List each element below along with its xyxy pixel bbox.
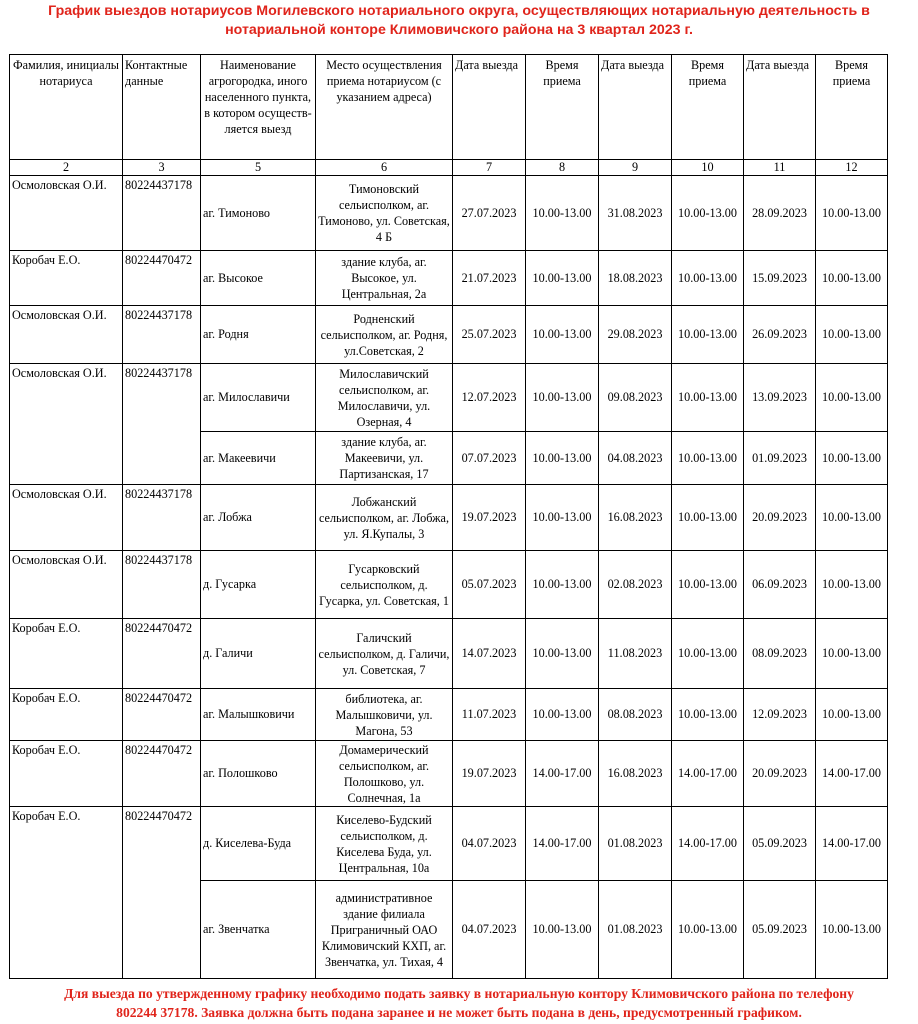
document-title [0, 2, 918, 40]
visit-date-september: 20.09.2023 [744, 741, 816, 807]
village-name: д. Гусарка [201, 551, 316, 619]
visit-date-september: 20.09.2023 [744, 485, 816, 551]
visit-date-july: 19.07.2023 [453, 485, 526, 551]
reception-time: 10.00-13.00 [816, 689, 888, 741]
table-row [10, 485, 888, 551]
visit-date-august: 11.08.2023 [599, 619, 672, 689]
reception-time: 10.00-13.00 [526, 619, 599, 689]
header-time-8: Время приема [526, 55, 599, 160]
reception-time: 10.00-13.00 [816, 432, 888, 485]
reception-place: Гусарковский сельисполком, д. Гусарка, ул. Советская, 1 [316, 551, 453, 619]
visit-date-july: 25.07.2023 [453, 306, 526, 364]
visit-date-august: 02.08.2023 [599, 551, 672, 619]
reception-time: 14.00-17.00 [672, 807, 744, 881]
reception-time: 14.00-17.00 [672, 741, 744, 807]
notary-name: Коробач Е.О. [10, 619, 123, 689]
reception-place: здание клуба, аг. Макеевичи, ул. Партизанская, 17 [316, 432, 453, 485]
reception-time: 10.00-13.00 [816, 619, 888, 689]
reception-place: Тимоновский сельисполком, аг. Тимоново, ул. Советская, 4 Б [316, 176, 453, 251]
contact-phone: 80224437178 [123, 176, 201, 251]
table-row [10, 619, 888, 689]
reception-place: Галичский сельисполком, д. Галичи, ул. Советская, 7 [316, 619, 453, 689]
visit-date-august: 08.08.2023 [599, 689, 672, 741]
reception-place: Киселево-Будский сельисполком, д. Киселева Буда, ул. Центральная, 10а [316, 807, 453, 881]
visit-date-august: 09.08.2023 [599, 364, 672, 432]
table-row [10, 251, 888, 306]
visit-date-august: 16.08.2023 [599, 741, 672, 807]
visit-date-july: 07.07.2023 [453, 432, 526, 485]
contact-phone: 80224437178 [123, 364, 201, 485]
notary-name: Осмоловская О.И. [10, 551, 123, 619]
visit-date-august: 29.08.2023 [599, 306, 672, 364]
table-row [10, 807, 888, 881]
visit-date-september: 13.09.2023 [744, 364, 816, 432]
notary-name: Коробач Е.О. [10, 741, 123, 807]
reception-time: 10.00-13.00 [526, 881, 599, 979]
notary-name: Осмоловская О.И. [10, 485, 123, 551]
reception-time: 10.00-13.00 [672, 551, 744, 619]
reception-time: 10.00-13.00 [672, 689, 744, 741]
village-name: аг. Малышковичи [201, 689, 316, 741]
visit-date-september: 05.09.2023 [744, 881, 816, 979]
visit-date-july: 11.07.2023 [453, 689, 526, 741]
reception-time: 10.00-13.00 [672, 485, 744, 551]
visit-date-august: 04.08.2023 [599, 432, 672, 485]
column-number: 3 [123, 160, 201, 176]
column-number-row [10, 160, 888, 176]
visit-date-september: 26.09.2023 [744, 306, 816, 364]
reception-place: библиотека, аг. Малышковичи, ул. Магона, 53 [316, 689, 453, 741]
header-time-12: Время приема [816, 55, 888, 160]
reception-time: 10.00-13.00 [816, 551, 888, 619]
column-number: 12 [816, 160, 888, 176]
visit-date-july: 21.07.2023 [453, 251, 526, 306]
village-name: аг. Звенчатка [201, 881, 316, 979]
visit-date-september: 05.09.2023 [744, 807, 816, 881]
reception-time: 10.00-13.00 [816, 881, 888, 979]
contact-phone: 80224437178 [123, 485, 201, 551]
visit-date-september: 06.09.2023 [744, 551, 816, 619]
reception-time: 10.00-13.00 [816, 485, 888, 551]
header-contact: Контактные данные [123, 55, 201, 160]
header-date-7: Дата выезда [453, 55, 526, 160]
visit-date-july: 04.07.2023 [453, 807, 526, 881]
visit-date-september: 15.09.2023 [744, 251, 816, 306]
reception-time: 10.00-13.00 [672, 432, 744, 485]
header-place: Место осуществления приема нотариусом (с указанием адреса) [316, 55, 453, 160]
village-name: аг. Милославичи [201, 364, 316, 432]
reception-time: 10.00-13.00 [816, 176, 888, 251]
village-name: аг. Высокое [201, 251, 316, 306]
reception-time: 10.00-13.00 [816, 364, 888, 432]
contact-phone: 80224470472 [123, 807, 201, 979]
column-number: 7 [453, 160, 526, 176]
visit-date-august: 01.08.2023 [599, 881, 672, 979]
reception-time: 10.00-13.00 [526, 176, 599, 251]
footer-note [0, 984, 918, 1022]
reception-time: 10.00-13.00 [526, 551, 599, 619]
column-number: 8 [526, 160, 599, 176]
visit-date-august: 01.08.2023 [599, 807, 672, 881]
column-number: 2 [10, 160, 123, 176]
table-row [10, 176, 888, 251]
contact-phone: 80224470472 [123, 619, 201, 689]
reception-place: Милославичский сельисполком, аг. Милославичи, ул. Озерная, 4 [316, 364, 453, 432]
reception-time: 10.00-13.00 [526, 251, 599, 306]
reception-time: 10.00-13.00 [672, 306, 744, 364]
contact-phone: 80224437178 [123, 306, 201, 364]
village-name: аг. Лобжа [201, 485, 316, 551]
reception-place: административное здание филиала Приграничный ОАО Климовичский КХП, аг. Звенчатка, ул. Тихая, 4 [316, 881, 453, 979]
visit-date-july: 12.07.2023 [453, 364, 526, 432]
visit-date-august: 18.08.2023 [599, 251, 672, 306]
reception-time: 14.00-17.00 [526, 741, 599, 807]
notary-name: Коробач Е.О. [10, 807, 123, 979]
column-number: 11 [744, 160, 816, 176]
visit-date-july: 19.07.2023 [453, 741, 526, 807]
visit-date-july: 05.07.2023 [453, 551, 526, 619]
village-name: аг. Макеевичи [201, 432, 316, 485]
reception-time: 10.00-13.00 [672, 251, 744, 306]
village-name: д. Киселева-Буда [201, 807, 316, 881]
reception-place: Лобжанский сельисполком, аг. Лобжа, ул. Я.Купалы, 3 [316, 485, 453, 551]
village-name: д. Галичи [201, 619, 316, 689]
header-date-11: Дата выезда [744, 55, 816, 160]
village-name: аг. Тимоново [201, 176, 316, 251]
footer-line-2: 802244 37178. Заявка должна быть подана заранее и не может быть подана в день, предусмотренный графиком. [116, 1005, 802, 1020]
schedule-table [9, 54, 888, 979]
column-number: 6 [316, 160, 453, 176]
reception-place: Домамерический сельисполком, аг. Полошково, ул. Солнечная, 1а [316, 741, 453, 807]
reception-time: 10.00-13.00 [526, 432, 599, 485]
reception-time: 10.00-13.00 [672, 176, 744, 251]
contact-phone: 80224470472 [123, 741, 201, 807]
visit-date-september: 28.09.2023 [744, 176, 816, 251]
visit-date-september: 08.09.2023 [744, 619, 816, 689]
footer-line-1: Для выезда по утвержденному графику необходимо подать заявку в нотариальную контору Климовичского района по телефону [64, 986, 854, 1001]
column-number: 9 [599, 160, 672, 176]
reception-time: 10.00-13.00 [526, 364, 599, 432]
table-row [10, 689, 888, 741]
reception-time: 14.00-17.00 [816, 741, 888, 807]
reception-time: 10.00-13.00 [526, 306, 599, 364]
reception-time: 10.00-13.00 [816, 251, 888, 306]
contact-phone: 80224437178 [123, 551, 201, 619]
reception-time: 10.00-13.00 [816, 306, 888, 364]
notary-name: Осмоловская О.И. [10, 176, 123, 251]
reception-time: 10.00-13.00 [672, 364, 744, 432]
reception-place: здание клуба, аг. Высокое, ул. Центральная, 2а [316, 251, 453, 306]
table-row [10, 364, 888, 432]
visit-date-september: 12.09.2023 [744, 689, 816, 741]
reception-time: 14.00-17.00 [526, 807, 599, 881]
contact-phone: 80224470472 [123, 689, 201, 741]
notary-name: Осмоловская О.И. [10, 306, 123, 364]
notary-name: Осмоловская О.И. [10, 364, 123, 485]
reception-time: 10.00-13.00 [526, 485, 599, 551]
title-line-2: нотариальной конторе Климовичского района на 3 квартал 2023 г. [225, 22, 693, 38]
contact-phone: 80224470472 [123, 251, 201, 306]
reception-time: 14.00-17.00 [816, 807, 888, 881]
reception-place: Родненский сельисполком, аг. Родня, ул.Советская, 2 [316, 306, 453, 364]
visit-date-august: 31.08.2023 [599, 176, 672, 251]
column-number: 10 [672, 160, 744, 176]
header-date-9: Дата выезда [599, 55, 672, 160]
notary-name: Коробач Е.О. [10, 689, 123, 741]
table-row [10, 306, 888, 364]
table-row [10, 551, 888, 619]
reception-time: 10.00-13.00 [526, 689, 599, 741]
visit-date-july: 27.07.2023 [453, 176, 526, 251]
header-village: Наименование агрогородка, иного населенного пункта, в котором осуществ-ляется выезд [201, 55, 316, 160]
visit-date-july: 04.07.2023 [453, 881, 526, 979]
header-time-10: Время приема [672, 55, 744, 160]
column-number: 5 [201, 160, 316, 176]
visit-date-september: 01.09.2023 [744, 432, 816, 485]
header-name: Фамилия, инициалы нотариуса [10, 55, 123, 160]
village-name: аг. Полошково [201, 741, 316, 807]
notary-name: Коробач Е.О. [10, 251, 123, 306]
village-name: аг. Родня [201, 306, 316, 364]
title-line-1: График выездов нотариусов Могилевского нотариального округа, осуществляющих нотариальную деятельность в [48, 3, 870, 19]
reception-time: 10.00-13.00 [672, 881, 744, 979]
header-row [10, 55, 888, 160]
visit-date-july: 14.07.2023 [453, 619, 526, 689]
visit-date-august: 16.08.2023 [599, 485, 672, 551]
table-row [10, 741, 888, 807]
reception-time: 10.00-13.00 [672, 619, 744, 689]
